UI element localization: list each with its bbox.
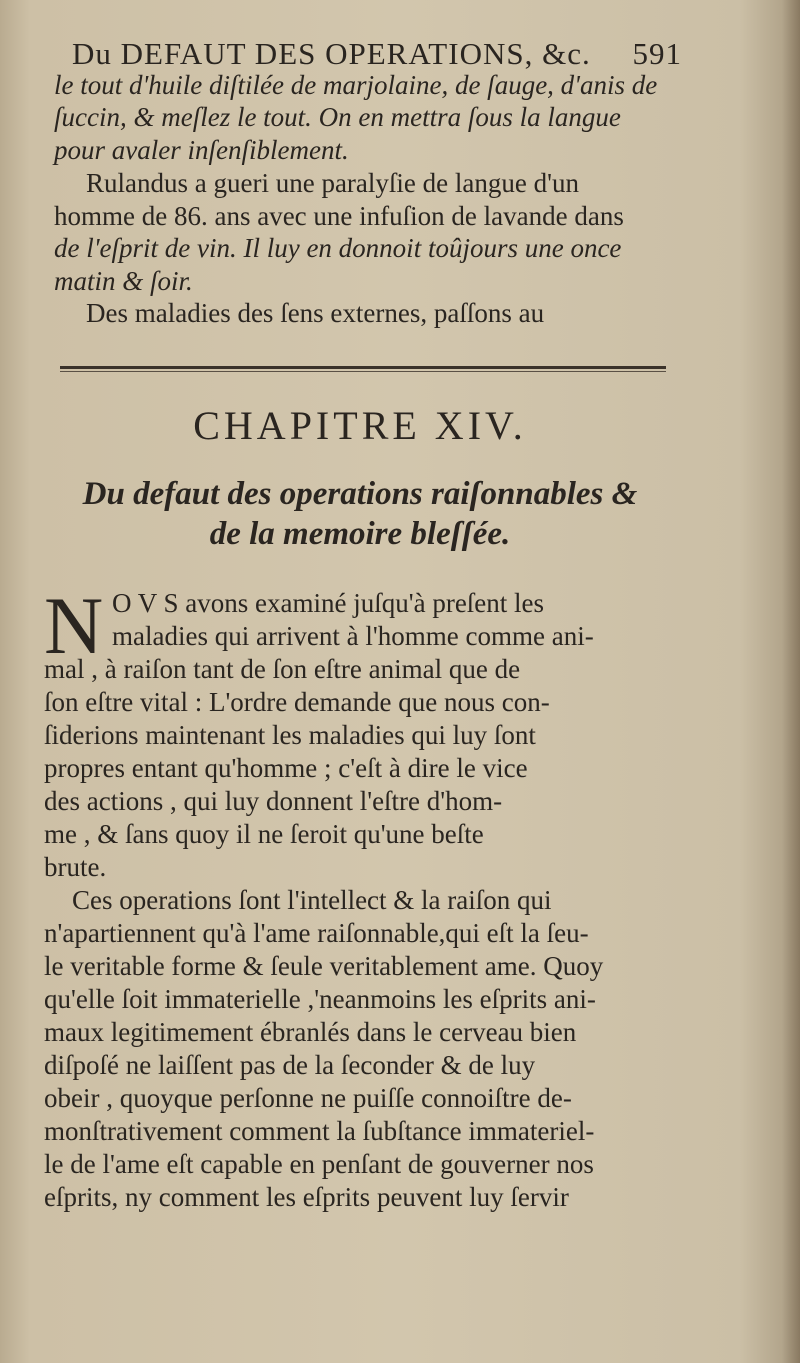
para1-line: ſiderions maintenant les maladies qui luy ſont (44, 720, 536, 750)
transition-line: Des maladies des ſens externes, paſſons au (86, 298, 545, 328)
drop-cap: N (44, 580, 104, 671)
para2-line: Ces operations ſont l'intellect & la raiſon qui (72, 885, 552, 915)
para1-line: mal , à raiſon tant de ſon eſtre animal que de (44, 654, 521, 684)
page-spine-shadow (782, 0, 800, 1363)
running-header (72, 36, 682, 72)
para2-line: obeir , quoyque perſonne ne puiſſe connoiſtre de- (44, 1083, 572, 1113)
rulandus-line: matin & ſoir. (54, 266, 193, 296)
para2-line: n'apartiennent qu'à l'ame raiſonnable,qui eſt la ſeu- (44, 918, 589, 948)
para2-line: qu'elle ſoit immaterielle ,'neanmoins les eſprits ani- (44, 984, 596, 1014)
para2-line: le veritable forme & ſeule veritablement ame. Quoy (44, 951, 604, 981)
intro-line: pour avaler inſenſiblement. (54, 135, 349, 165)
para1-line: propres entant qu'homme ; c'eſt à dire le vice (44, 753, 528, 783)
rulandus-line: Rulandus a gueri une paralyſie de langue d'un (86, 168, 579, 198)
intro-line: le tout d'huile diſtilée de marjolaine, de ſauge, d'anis de (54, 70, 658, 100)
para2-line: monſtrativement comment la ſubſtance immateriel- (44, 1116, 595, 1146)
para1-line: brute. (44, 852, 107, 882)
rulandus-line: de l'eſprit de vin. Il luy en donnoit toûjours une once (54, 233, 622, 263)
para1-line: ſon eſtre vital : L'ordre demande que nous con- (44, 687, 550, 717)
chapter-subtitle-line1: Du defaut des operations raiſonnables & (82, 476, 638, 512)
para2-line: eſprits, ny comment les eſprits peuvent luy ſervir (44, 1182, 569, 1212)
para1-line: des actions , qui luy donnent l'eſtre d'hom- (44, 786, 503, 816)
section-divider (60, 366, 666, 369)
intro-line: ſuccin, & meſlez le tout. On en mettra ſous la langue (54, 102, 621, 132)
rulandus-line: homme de 86. ans avec une infuſion de lavande dans (54, 201, 624, 231)
page-number: 591 (632, 36, 682, 71)
para2-line: diſpoſé ne laiſſent pas de la ſeconder & de luy (44, 1050, 536, 1080)
para2-line: le de l'ame eſt capable en penſant de gouverner nos (44, 1149, 594, 1179)
para1-line: me , & ſans quoy il ne ſeroit qu'une beſte (44, 819, 484, 849)
chapter-title: CHAPITRE XIV. (193, 403, 527, 448)
para1-line: O V S avons examiné juſqu'à preſent les (112, 588, 545, 618)
running-title: Du DEFAUT DES OPERATIONS, &c. (72, 36, 591, 71)
para1-line: maladies qui arrivent à l'homme comme ani- (112, 621, 594, 651)
para2-line: maux legitimement ébranlés dans le cerveau bien (44, 1017, 577, 1047)
section-divider-thin (60, 371, 666, 372)
chapter-subtitle-line2: de la memoire bleſſée. (209, 516, 511, 552)
